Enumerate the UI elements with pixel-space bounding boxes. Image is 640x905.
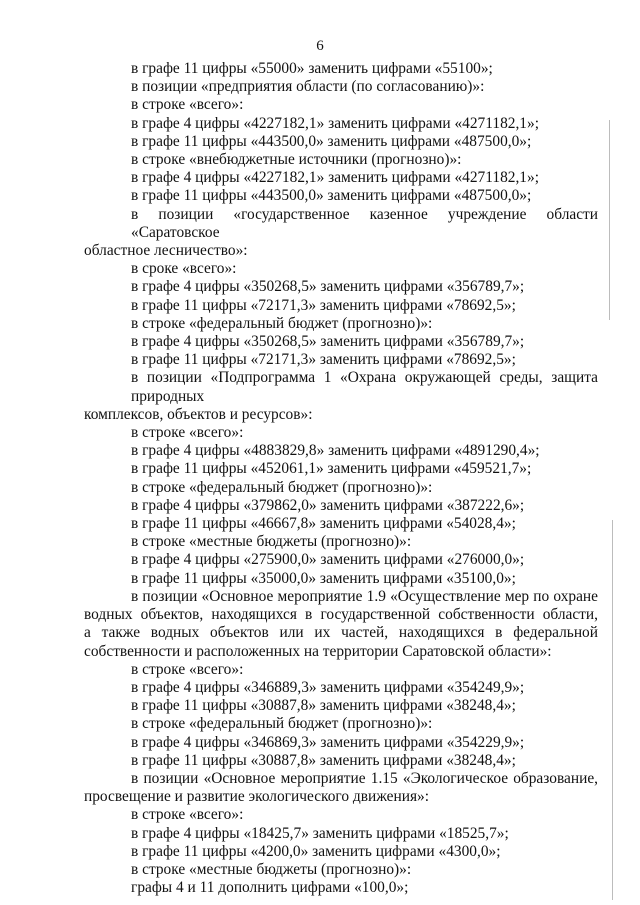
text-line: в графе 11 цифры «30887,8» заменить цифрами «38248,4»; xyxy=(131,697,516,715)
text-line: собственности и расположенных на территории Саратовской области»: xyxy=(84,642,552,660)
text-line: в строке «федеральный бюджет (прогнозно)»: xyxy=(131,314,433,332)
text-line: в позиции «предприятия области (по согласованию)»: xyxy=(131,78,485,96)
text-line: в строке «местные бюджеты (прогнозно)»: xyxy=(131,860,412,878)
text-line: в графе 11 цифры «443500,0» заменить цифрами «487500,0»; xyxy=(131,132,532,150)
text-line: в графе 11 цифры «72171,3» заменить цифрами «78692,5»; xyxy=(131,296,516,314)
text-line: в графе 11 цифры «46667,8» заменить цифрами «54028,4»; xyxy=(131,515,516,533)
text-line: а также водных объектов или их частей, находящихся в федеральной xyxy=(84,624,598,642)
text-line: в позиции «Основное мероприятие 1.9 «Осуществление мер по охране xyxy=(131,587,598,605)
page-number: 6 xyxy=(316,38,324,54)
text-line: в строке «местные бюджеты (прогнозно)»: xyxy=(131,533,412,551)
text-line: в графе 11 цифры «35000,0» заменить цифрами «35100,0»; xyxy=(131,569,516,587)
text-line: в позиции «Подпрограмма 1 «Охрана окружающей среды, защита природных xyxy=(131,369,598,405)
text-line: в графе 4 цифры «350268,5» заменить цифрами «356789,7»; xyxy=(131,278,525,296)
text-line: в строке «внебюджетные источники (прогнозно)»: xyxy=(131,151,462,169)
text-line: в графе 4 цифры «4227182,1» заменить цифрами «4271182,1»; xyxy=(131,114,539,132)
text-line: в строке «всего»: xyxy=(131,806,244,824)
text-line: в позиции «государственное казенное учреждение области «Саратовское xyxy=(131,205,598,241)
text-line: в графе 11 цифры «30887,8» заменить цифрами «38248,4»; xyxy=(131,751,516,769)
text-line: в сроке «всего»: xyxy=(131,260,237,278)
text-line: в графе 4 цифры «346869,3» заменить цифрами «354229,9»; xyxy=(131,733,525,751)
text-line: в графе 11 цифры «72171,3» заменить цифрами «78692,5»; xyxy=(131,351,516,369)
text-line: в графе 11 цифры «4200,0» заменить цифрами «4300,0»; xyxy=(131,842,501,860)
text-line: областное лесничество»: xyxy=(84,242,248,260)
scan-edge-mark xyxy=(609,120,610,320)
text-line: комплексов, объектов и ресурсов»: xyxy=(84,405,313,423)
text-line: в графе 4 цифры «346889,3» заменить цифрами «354249,9»; xyxy=(131,678,525,696)
text-line: в строке «федеральный бюджет (прогнозно)»: xyxy=(131,478,433,496)
document-body xyxy=(84,60,598,897)
scan-edge-mark xyxy=(612,520,613,900)
text-line: водных объектов, находящихся в государственной собственности области, xyxy=(84,606,598,624)
text-line: в графе 11 цифры «443500,0» заменить цифрами «487500,0»; xyxy=(131,187,532,205)
text-line: в строке «всего»: xyxy=(131,424,244,442)
text-line: в графе 4 цифры «275900,0» заменить цифрами «276000,0»; xyxy=(131,551,525,569)
text-line: в строке «всего»: xyxy=(131,96,244,114)
text-line: просвещение и развитие экологического движения»: xyxy=(84,788,430,806)
text-line: в графе 4 цифры «4227182,1» заменить цифрами «4271182,1»; xyxy=(131,169,539,187)
text-line: в позиции «Основное мероприятие 1.15 «Экологическое образование, xyxy=(131,769,598,787)
text-line: в графе 4 цифры «4883829,8» заменить цифрами «4891290,4»; xyxy=(131,442,540,460)
text-line: графы 4 и 11 дополнить цифрами «100,0»; xyxy=(131,879,409,897)
text-line: в строке «всего»: xyxy=(131,660,244,678)
text-line: в графе 11 цифры «55000» заменить цифрами «55100»; xyxy=(131,60,493,77)
text-line: в графе 11 цифры «452061,1» заменить цифрами «459521,7»; xyxy=(131,460,532,478)
text-line: в графе 4 цифры «379862,0» заменить цифрами «387222,6»; xyxy=(131,496,525,514)
text-line: в строке «федеральный бюджет (прогнозно)»: xyxy=(131,715,433,733)
text-line: в графе 4 цифры «18425,7» заменить цифрами «18525,7»; xyxy=(131,824,509,842)
text-line: в графе 4 цифры «350268,5» заменить цифрами «356789,7»; xyxy=(131,333,525,351)
